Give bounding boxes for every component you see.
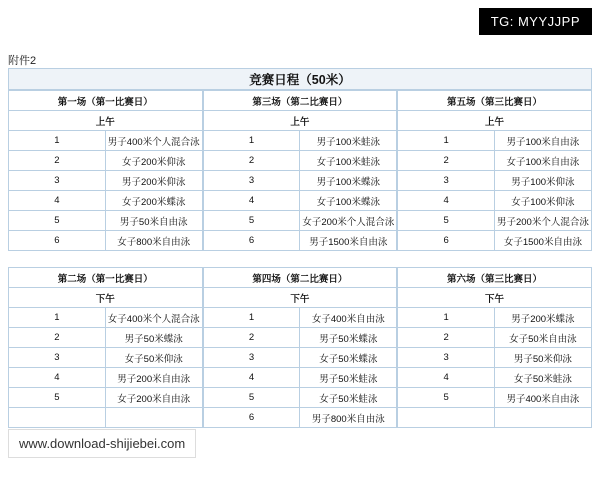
row-event: 女子100米自由泳 bbox=[494, 151, 591, 171]
table-row bbox=[398, 308, 592, 328]
row-event: 女子400米个人混合泳 bbox=[105, 308, 202, 328]
table-row bbox=[203, 211, 397, 231]
table-row-empty bbox=[398, 408, 592, 428]
row-event: 男子50米仰泳 bbox=[494, 348, 591, 368]
row-number: 5 bbox=[203, 388, 300, 408]
row-number: 4 bbox=[203, 191, 300, 211]
table-row bbox=[9, 151, 203, 171]
row-number: 1 bbox=[398, 131, 495, 151]
row-event: 男子50米蝶泳 bbox=[105, 328, 202, 348]
table-row bbox=[203, 191, 397, 211]
row-number: 1 bbox=[203, 131, 300, 151]
row-event: 女子50米蛙泳 bbox=[494, 368, 591, 388]
row-event: 女子50米仰泳 bbox=[105, 348, 202, 368]
table-row bbox=[9, 348, 203, 368]
row-number: 6 bbox=[203, 231, 300, 251]
row-event: 男子50米蛙泳 bbox=[300, 368, 397, 388]
tg-badge: TG: MYYJJPP bbox=[479, 8, 592, 35]
table-row bbox=[9, 131, 203, 151]
table-row bbox=[203, 171, 397, 191]
row-event: 男子100米自由泳 bbox=[494, 131, 591, 151]
row-number-empty bbox=[9, 408, 106, 428]
row-number: 2 bbox=[398, 328, 495, 348]
session-block-3 bbox=[203, 90, 398, 251]
row-event: 男子200米自由泳 bbox=[105, 368, 202, 388]
session-header: 第二场（第一比赛日） bbox=[9, 268, 203, 288]
session-subheader: 下午 bbox=[9, 288, 203, 308]
row-number: 2 bbox=[398, 151, 495, 171]
row-event: 女子1500米自由泳 bbox=[494, 231, 591, 251]
schedule-grid bbox=[8, 90, 592, 428]
table-row bbox=[398, 191, 592, 211]
table-row bbox=[203, 151, 397, 171]
row-event: 男子400米个人混合泳 bbox=[105, 131, 202, 151]
session-block-6 bbox=[397, 267, 592, 428]
table-row bbox=[9, 388, 203, 408]
row-number: 5 bbox=[9, 211, 106, 231]
row-number: 4 bbox=[398, 191, 495, 211]
table-row bbox=[203, 231, 397, 251]
watermark: www.download-shijiebei.com bbox=[8, 429, 196, 458]
row-number: 4 bbox=[203, 368, 300, 388]
row-number: 6 bbox=[398, 231, 495, 251]
row-number: 5 bbox=[398, 211, 495, 231]
row-number: 5 bbox=[9, 388, 106, 408]
table-row bbox=[9, 211, 203, 231]
row-event: 女子800米自由泳 bbox=[105, 231, 202, 251]
session-subheader: 上午 bbox=[203, 111, 397, 131]
table-row bbox=[398, 171, 592, 191]
table-row bbox=[203, 408, 397, 428]
row-event: 男子200米蝶泳 bbox=[494, 308, 591, 328]
table-row bbox=[203, 308, 397, 328]
session-block-4 bbox=[203, 267, 398, 428]
schedule-band-afternoon bbox=[8, 267, 592, 428]
table-row bbox=[9, 328, 203, 348]
row-number: 3 bbox=[398, 348, 495, 368]
row-event: 男子200米仰泳 bbox=[105, 171, 202, 191]
row-event: 女子200米仰泳 bbox=[105, 151, 202, 171]
session-block-1 bbox=[8, 90, 203, 251]
row-event: 男子100米蝶泳 bbox=[300, 171, 397, 191]
table-row bbox=[9, 368, 203, 388]
row-event: 女子50米蝶泳 bbox=[300, 348, 397, 368]
row-event: 女子100米蝶泳 bbox=[300, 191, 397, 211]
table-row bbox=[9, 171, 203, 191]
session-header: 第五场（第三比赛日） bbox=[398, 91, 592, 111]
row-number: 4 bbox=[9, 368, 106, 388]
session-header: 第四场（第二比赛日） bbox=[203, 268, 397, 288]
row-number: 4 bbox=[398, 368, 495, 388]
row-event: 女子200米个人混合泳 bbox=[300, 211, 397, 231]
row-number-empty bbox=[398, 408, 495, 428]
row-number: 6 bbox=[203, 408, 300, 428]
row-number: 2 bbox=[9, 328, 106, 348]
table-row bbox=[398, 348, 592, 368]
row-number: 3 bbox=[203, 348, 300, 368]
row-number: 3 bbox=[203, 171, 300, 191]
table-row bbox=[398, 388, 592, 408]
table-row bbox=[398, 151, 592, 171]
session-subheader: 上午 bbox=[398, 111, 592, 131]
row-event: 男子100米仰泳 bbox=[494, 171, 591, 191]
row-event: 女子50米蛙泳 bbox=[300, 388, 397, 408]
table-row bbox=[203, 368, 397, 388]
row-event-empty bbox=[105, 408, 202, 428]
row-number: 1 bbox=[9, 308, 106, 328]
row-event-empty bbox=[494, 408, 591, 428]
row-number: 2 bbox=[203, 328, 300, 348]
row-number: 5 bbox=[203, 211, 300, 231]
table-row-empty bbox=[9, 408, 203, 428]
row-number: 2 bbox=[203, 151, 300, 171]
row-event: 男子50米蝶泳 bbox=[300, 328, 397, 348]
table-row bbox=[398, 211, 592, 231]
schedule-band-morning bbox=[8, 90, 592, 251]
session-block-5 bbox=[397, 90, 592, 251]
row-event: 女子100米蛙泳 bbox=[300, 151, 397, 171]
row-event: 男子50米自由泳 bbox=[105, 211, 202, 231]
row-number: 2 bbox=[9, 151, 106, 171]
row-event: 男子400米自由泳 bbox=[494, 388, 591, 408]
row-number: 5 bbox=[398, 388, 495, 408]
session-header: 第三场（第二比赛日） bbox=[203, 91, 397, 111]
table-row bbox=[203, 388, 397, 408]
row-event: 女子100米仰泳 bbox=[494, 191, 591, 211]
row-event: 男子200米个人混合泳 bbox=[494, 211, 591, 231]
table-row bbox=[9, 231, 203, 251]
table-row bbox=[398, 328, 592, 348]
table-row bbox=[398, 368, 592, 388]
row-event: 男子1500米自由泳 bbox=[300, 231, 397, 251]
row-number: 3 bbox=[9, 348, 106, 368]
session-block-2 bbox=[8, 267, 203, 428]
row-event: 女子200米自由泳 bbox=[105, 388, 202, 408]
session-header: 第六场（第三比赛日） bbox=[398, 268, 592, 288]
table-row bbox=[9, 308, 203, 328]
session-subheader: 下午 bbox=[203, 288, 397, 308]
row-number: 4 bbox=[9, 191, 106, 211]
row-event: 男子800米自由泳 bbox=[300, 408, 397, 428]
table-row bbox=[203, 348, 397, 368]
row-number: 6 bbox=[9, 231, 106, 251]
row-event: 男子100米蛙泳 bbox=[300, 131, 397, 151]
table-row bbox=[203, 328, 397, 348]
table-row bbox=[9, 191, 203, 211]
attachment-label: 附件2 bbox=[8, 55, 37, 67]
session-subheader: 下午 bbox=[398, 288, 592, 308]
row-number: 3 bbox=[398, 171, 495, 191]
row-number: 1 bbox=[398, 308, 495, 328]
table-row bbox=[398, 131, 592, 151]
table-row bbox=[203, 131, 397, 151]
session-header: 第一场（第一比赛日） bbox=[9, 91, 203, 111]
session-subheader: 上午 bbox=[9, 111, 203, 131]
page-title: 竞赛日程（50米） bbox=[8, 68, 592, 90]
row-number: 3 bbox=[9, 171, 106, 191]
row-number: 1 bbox=[203, 308, 300, 328]
row-event: 女子200米蝶泳 bbox=[105, 191, 202, 211]
table-row bbox=[398, 231, 592, 251]
row-event: 女子400米自由泳 bbox=[300, 308, 397, 328]
row-event: 女子50米自由泳 bbox=[494, 328, 591, 348]
row-number: 1 bbox=[9, 131, 106, 151]
